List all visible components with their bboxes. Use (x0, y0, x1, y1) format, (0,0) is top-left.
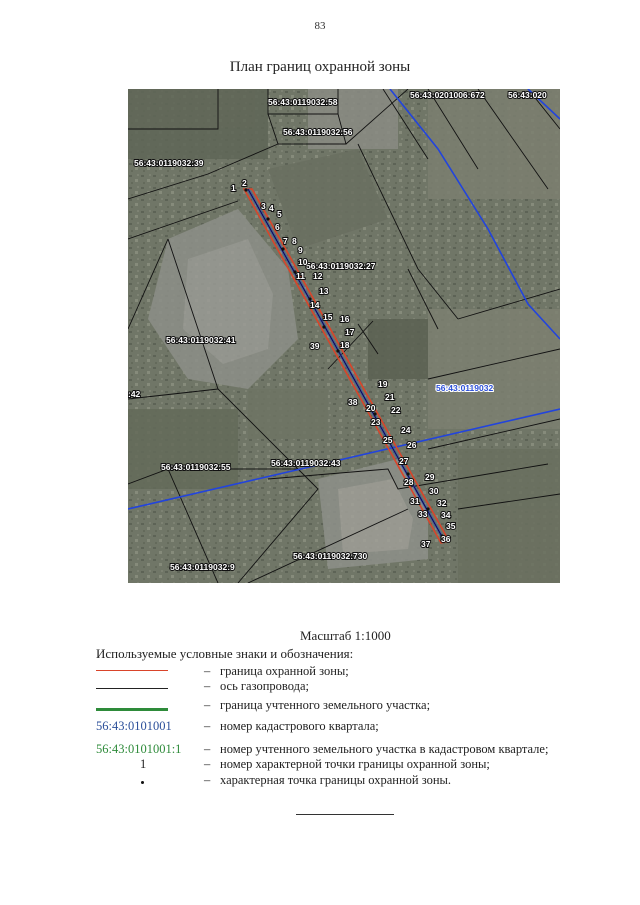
point-label: 27 (399, 456, 409, 466)
point-label: 13 (319, 286, 329, 296)
page-number: 83 (314, 20, 326, 32)
point-label: 37 (421, 539, 431, 549)
point-label: 15 (323, 312, 333, 322)
point-dot-symbol (141, 781, 144, 784)
legend-title: Используемые условные знаки и обозначения: (96, 646, 354, 661)
parcel-label: 56:43:0119032:58 (268, 97, 338, 107)
map-scale: Масштаб 1:1000 (300, 628, 391, 643)
point-label: 22 (391, 405, 401, 415)
point-label: 2 (242, 178, 247, 188)
point-label: 25 (383, 435, 393, 445)
legend-text: ось газопровода; (220, 679, 310, 693)
point-label: 12 (313, 271, 323, 281)
point-label: 21 (385, 392, 395, 402)
parcel-label: 56:43:0119032:39 (134, 158, 204, 168)
quarter-number-sample: 56:43:0101001 (96, 719, 172, 733)
parcel-label: 56:43:0201006:672 (410, 90, 485, 100)
parcel-label: 56:43:0119032:730 (293, 551, 368, 561)
point-label: 10 (298, 257, 308, 267)
point-label: 7 (283, 236, 288, 246)
point-label: 11 (296, 271, 305, 281)
legend-text: граница учтенного земельного участка; (220, 698, 431, 712)
point-label: 20 (366, 403, 376, 413)
point-label: 32 (437, 498, 447, 508)
signature-line (296, 814, 394, 815)
red-line-symbol (96, 670, 168, 671)
legend-text: номер учтенного земельного участка в кадастровом квартале; (220, 742, 549, 756)
legend-item-parcel-number: 56:43:0101001:1 – номер учтенного земельного участка в кадастровом квартале; (96, 742, 549, 756)
point-label: 28 (404, 477, 414, 487)
point-label: 30 (429, 486, 439, 496)
point-label: 34 (441, 510, 451, 520)
parcel-label: 56:43:020 (508, 90, 547, 100)
parcel-label: 56:43:0119032:43 (271, 458, 341, 468)
quarter-label: 56:43:0119032 (436, 383, 494, 393)
legend-item-pipeline-axis: – ось газопровода; (96, 679, 616, 695)
legend-text: характерная точка границы охранной зоны. (220, 773, 452, 787)
point-label: 1 (231, 183, 236, 193)
legend-item-point-number: 1 – номер характерной точки границы охранной зоны; (140, 757, 490, 771)
point-label: 3 (261, 201, 266, 211)
legend-text: номер характерной точки границы охранной зоны; (220, 757, 490, 771)
legend-item-quarter-number: 56:43:0101001 – номер кадастрового квартала; (96, 719, 379, 733)
point-label: 31 (410, 496, 420, 506)
point-label: 16 (340, 314, 350, 324)
parcel-label: 56:43:0119032:41 (166, 335, 236, 345)
point-label: 23 (371, 417, 381, 427)
point-number-sample: 1 (140, 757, 147, 771)
parcel-label: 56:43:0119032:9 (170, 562, 235, 572)
point-label: 9 (298, 245, 303, 255)
green-line-symbol (96, 708, 168, 711)
legend-item-zone-boundary: – граница охранной зоны; (96, 664, 616, 680)
point-label: 29 (425, 472, 435, 482)
point-label: 6 (275, 222, 280, 232)
legend-item-characteristic-point: – характерная точка границы охранной зоны. (96, 773, 616, 789)
parcel-number-sample: 56:43:0101001:1 (96, 742, 182, 756)
point-label: 19 (378, 379, 388, 389)
point-label: 36 (441, 534, 451, 544)
point-label: 18 (340, 340, 350, 350)
parcel-label: 56:43:0119032:55 (161, 462, 231, 472)
point-label: 17 (345, 327, 355, 337)
legend-item-parcel-boundary: – граница учтенного земельного участка; (96, 698, 616, 714)
point-label: 35 (446, 521, 456, 531)
point-label: 38 (348, 397, 358, 407)
point-label: 8 (292, 236, 297, 246)
point-label: 5 (277, 209, 282, 219)
parcel-label: 56:43:0119032:27 (306, 261, 376, 271)
parcel-label: :42 (128, 389, 141, 399)
point-label: 24 (401, 425, 411, 435)
satellite-map (128, 89, 560, 583)
page-title: План границ охранной зоны (229, 59, 411, 75)
parcel-label: 56:43:0119032:56 (283, 127, 353, 137)
point-label: 26 (407, 440, 417, 450)
point-label: 33 (418, 509, 428, 519)
point-label: 14 (310, 300, 320, 310)
legend-text: номер кадастрового квартала; (220, 719, 379, 733)
point-label: 4 (269, 203, 274, 213)
black-line-symbol (96, 688, 168, 689)
point-label: 39 (310, 341, 320, 351)
legend-text: граница охранной зоны; (220, 664, 349, 678)
